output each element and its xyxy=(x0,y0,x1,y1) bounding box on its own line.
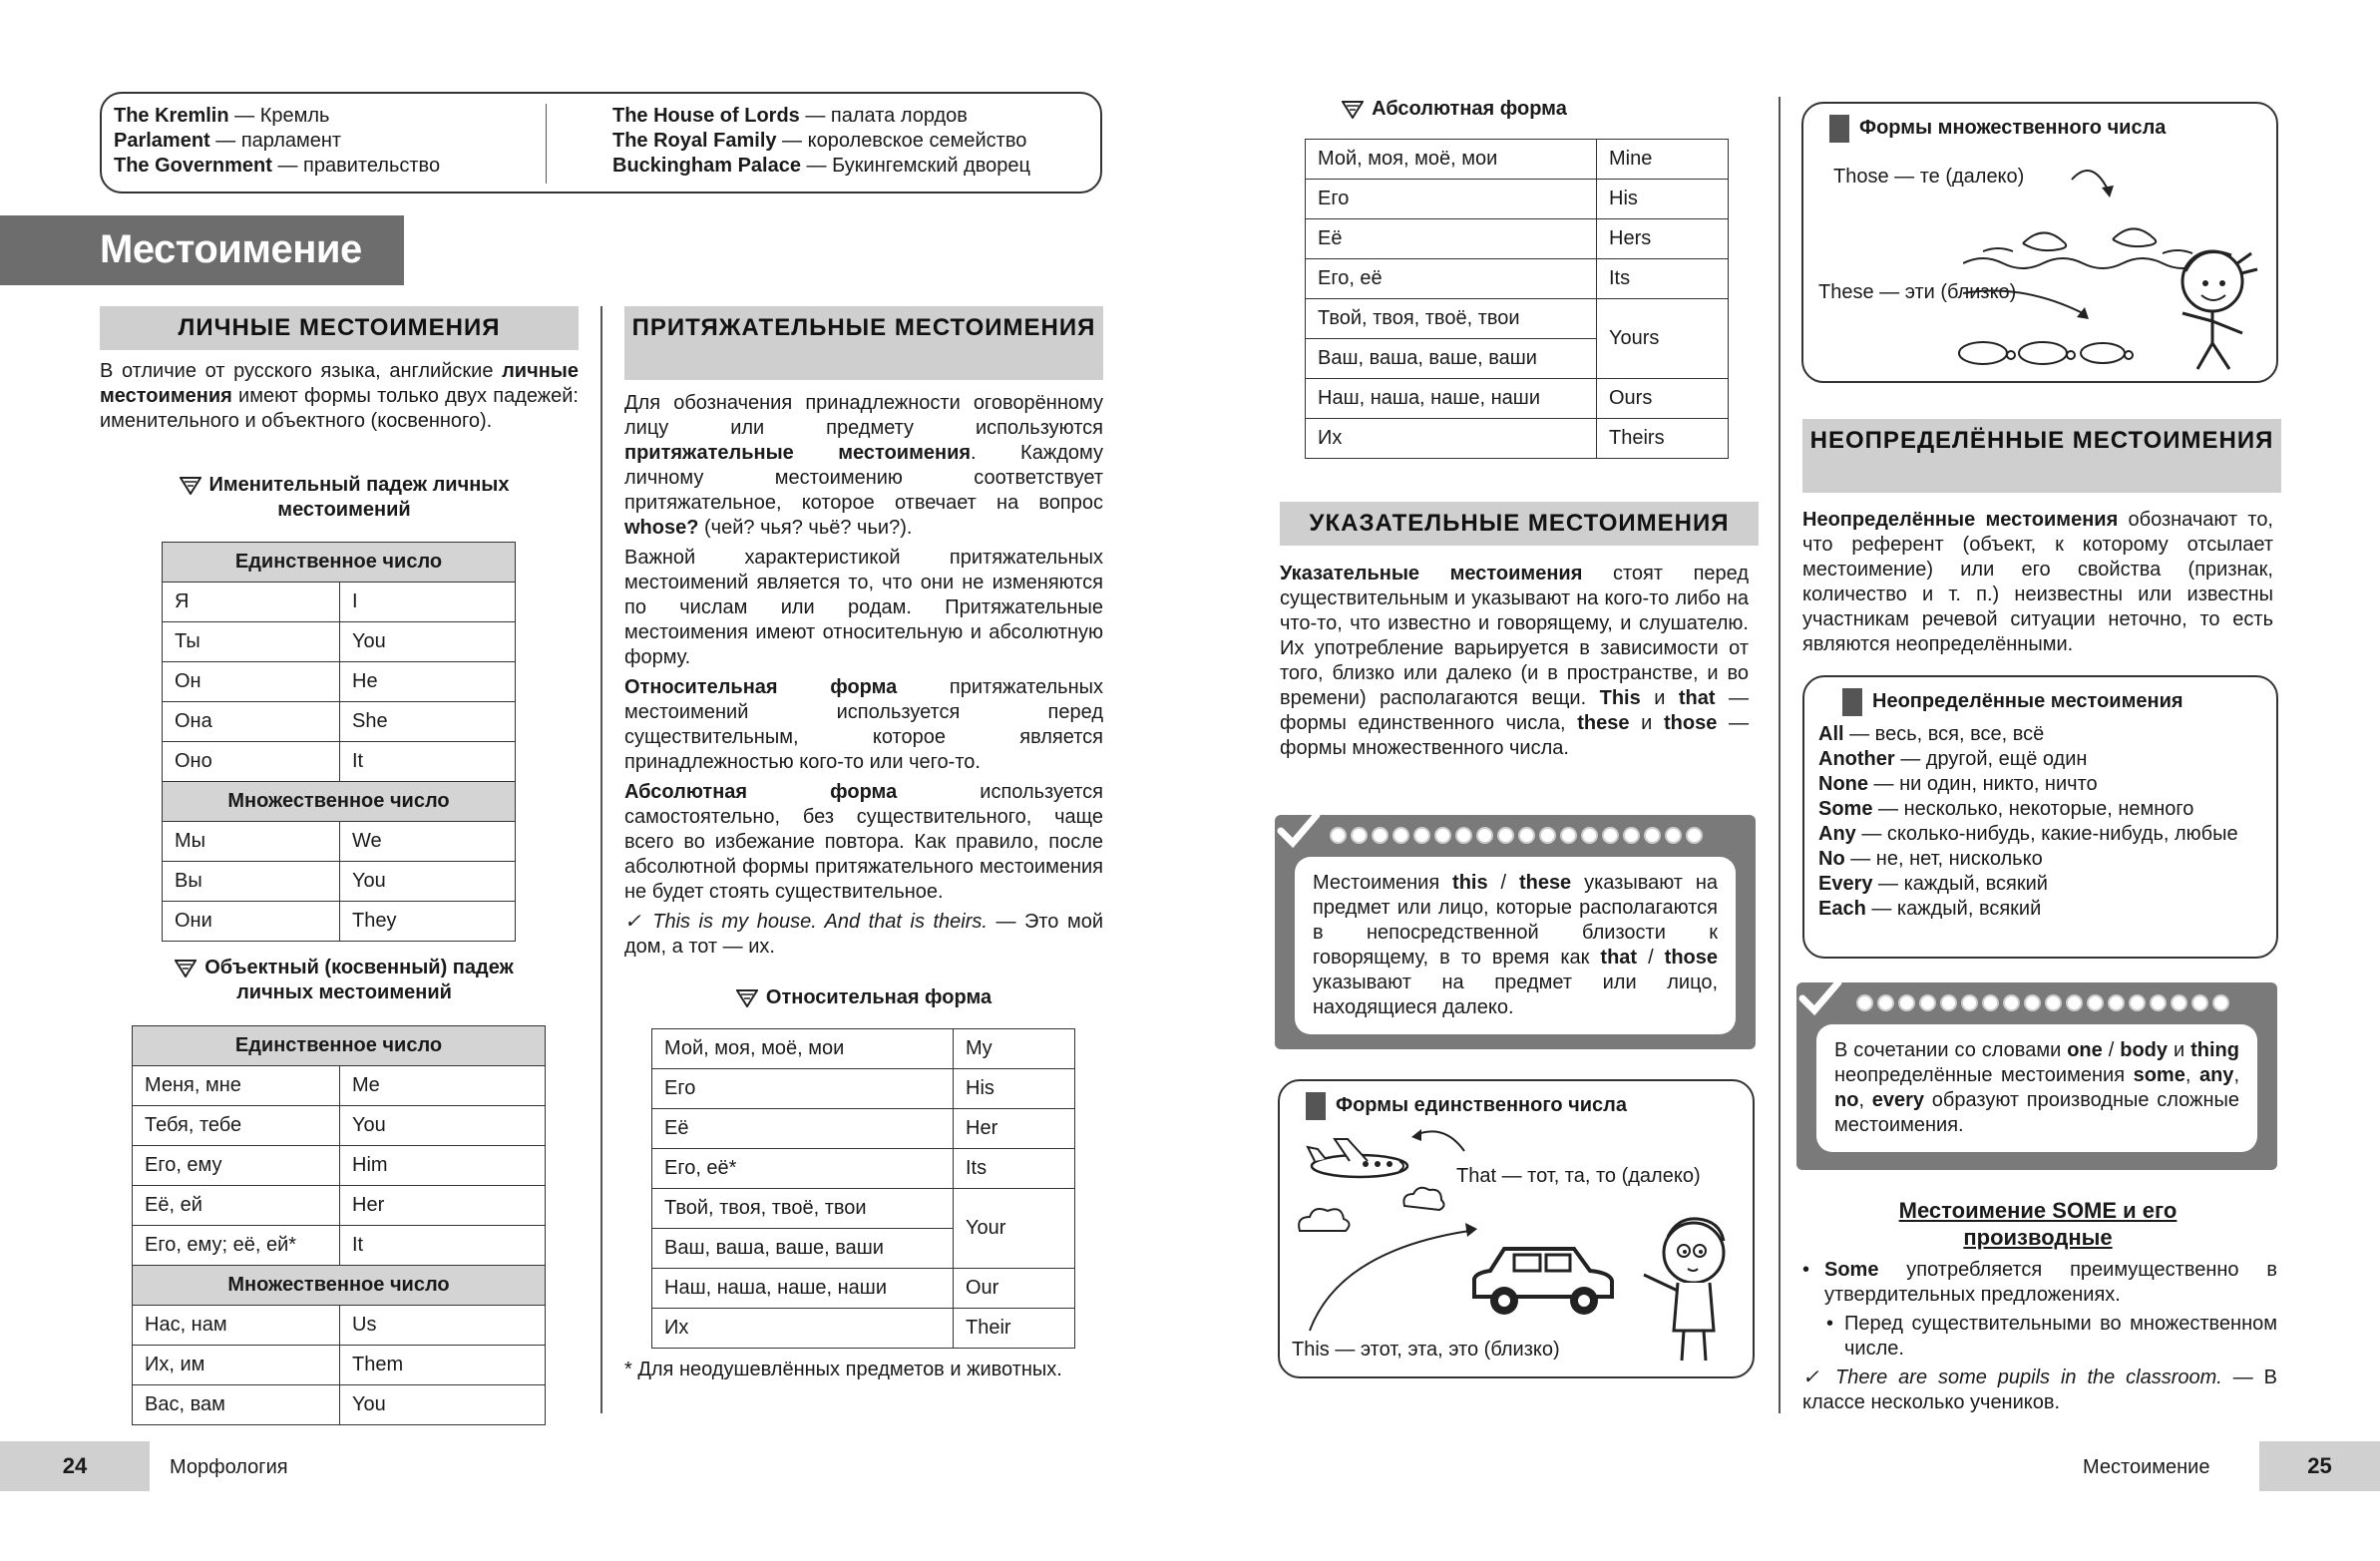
table-row: Я I xyxy=(163,583,516,622)
demonstrative-note: Местоимения this / these указывают на предмет или лицо, которые располагаются в непосредственной близости к говорящему, в то время как that / those указывают на предмет или лицо, находящиеся далеко. xyxy=(1295,857,1736,1034)
footnote: * Для неодушевлённых предметов и животных. xyxy=(624,1359,1062,1380)
this-label: This — этот, эта, это (близко) xyxy=(1292,1339,1560,1361)
table-row: Она She xyxy=(163,702,516,742)
paragraph: Для обозначения принадлежности оговорённому лицу или предмету используются притяжательные местоимения. Каждому личному местоимению соответствует притяжательное, которое отвечает на вопрос whose? (чей? чья? чьё? чьи?). xyxy=(624,392,1103,539)
list-item: Another — другой, ещё один xyxy=(1818,747,2088,770)
example: ✓ There are some pupils in the classroom. — В классе несколько учеников. xyxy=(1802,1366,2277,1413)
vocabulary-box xyxy=(100,92,1102,194)
bullet-icon: • xyxy=(1826,1313,1834,1335)
column-divider xyxy=(600,306,602,1413)
table-row: Наш, наша, наше, наши Our xyxy=(652,1269,1075,1309)
table-row: Вас, вам You xyxy=(133,1385,546,1425)
vocab-item: The House of Lords — палата лордов xyxy=(612,105,968,127)
list-item: Any — сколько-нибудь, какие-нибудь, любые xyxy=(1818,822,2238,845)
list-item: None — ни один, никто, ничто xyxy=(1818,772,2098,795)
table-row: Ваш, ваша, ваше, ваши xyxy=(652,1229,1075,1269)
indefinite-text: Неопределённые местоимения обозначают то, что референт (объект, к которому отсылает местоимение) или его свойства (признак, количество и т. п.) неизвестны или известны участникам речевой ситуации неточно, то есть являются неопределёнными. xyxy=(1802,509,2273,655)
section-label-left: Морфология xyxy=(170,1456,288,1478)
table-row: Их Their xyxy=(652,1309,1075,1349)
personal-intro: В отличие от русского языка, английские личные местоимения имеют формы только двух падежей: именительного и объектного (косвенного). xyxy=(100,360,579,432)
some-title: Местоимение SOME и его производные xyxy=(1898,1198,2178,1250)
table-row: Её, ей Her xyxy=(133,1186,546,1226)
nominative-table xyxy=(162,542,516,942)
turtles-illustration-icon xyxy=(1943,283,2163,373)
vocab-item: The Royal Family — королевское семейство xyxy=(612,130,1027,152)
girl-illustration-icon xyxy=(2168,243,2277,373)
that-label: That — тот, та, то (далеко) xyxy=(1456,1165,1701,1187)
singular-forms-box xyxy=(1278,1079,1755,1378)
table-row: Его His xyxy=(1306,180,1729,219)
table-row: Ваш, ваша, ваше, ваши xyxy=(1306,339,1729,379)
table-row: Ты You xyxy=(163,622,516,662)
table-row: Её Her xyxy=(652,1109,1075,1149)
indefinite-header: НЕОПРЕДЕЛЁННЫЕ МЕСТОИМЕНИЯ xyxy=(1802,419,2281,493)
table-header: Единственное число xyxy=(163,543,516,583)
table-row: Его His xyxy=(652,1069,1075,1109)
table-row: Мой, моя, моё, мои My xyxy=(652,1029,1075,1069)
table-row: Мы We xyxy=(163,822,516,862)
list-item: All — весь, вся, все, всё xyxy=(1818,722,2045,745)
personal-header: ЛИЧНЫЕ МЕСТОИМЕНИЯ xyxy=(100,306,579,350)
table-row: Их Theirs xyxy=(1306,419,1729,459)
plural-forms-box xyxy=(1801,102,2278,383)
indefinite-list-box xyxy=(1802,675,2278,959)
paragraph: Важной характеристикой притяжательных местоимений является то, что они не изменяются по числам или родам. Притяжательные местоимения имеют относительную и абсолютную форму. xyxy=(624,547,1103,668)
absolute-form-title: Абсолютная форма xyxy=(1280,97,1629,122)
table-row: Нас, нам Us xyxy=(133,1306,546,1346)
table-row: Их, им Them xyxy=(133,1346,546,1385)
square-marker-icon xyxy=(1829,115,1849,143)
table-header: Множественное число xyxy=(163,782,516,822)
table-row: Его, её* Its xyxy=(652,1149,1075,1189)
right-page xyxy=(1190,0,2380,1561)
triangle-marker-icon xyxy=(1342,101,1364,119)
those-label: Those — те (далеко) xyxy=(1833,166,2025,188)
table-row: Вы You xyxy=(163,862,516,902)
indefinite-list xyxy=(1818,722,2262,922)
triangle-marker-icon xyxy=(736,989,758,1007)
vocab-left-column xyxy=(114,104,440,179)
vocab-item: The Government — правительство xyxy=(114,155,441,177)
indefinite-list-title: Неопределённые местоимения xyxy=(1842,687,2262,716)
objective-title: Объектный (косвенный) падеж личных местоимений xyxy=(140,956,549,1005)
table-header: Множественное число xyxy=(133,1266,546,1306)
relative-form-title: Относительная форма xyxy=(624,985,1103,1010)
list-item: Each — каждый, всякий xyxy=(1818,897,2042,920)
table-row: Его, её Its xyxy=(1306,259,1729,299)
example: ✓ This is my house. And that is theirs. — Это мой дом, а тот — их. xyxy=(624,911,1103,958)
arrow-icon xyxy=(2068,164,2118,203)
page-number-right: 25 xyxy=(2259,1441,2380,1491)
demonstrative-header: УКАЗАТЕЛЬНЫЕ МЕСТОИМЕНИЯ xyxy=(1280,502,1759,546)
bullet-item: • Перед существительными во множественном числе. xyxy=(1826,1313,2277,1360)
table-row: Оно It xyxy=(163,742,516,782)
square-marker-icon xyxy=(1842,688,1862,716)
table-row: Его, ему Him xyxy=(133,1146,546,1186)
bullet-item: • Some употребляется преимущественно в утвердительных предложениях. xyxy=(1802,1259,2277,1306)
table-row: Твой, твоя, твоё, твои Yours xyxy=(1306,299,1729,339)
arrow-icon xyxy=(1409,1121,1469,1161)
vocab-item: Buckingham Palace — Букингемский дворец xyxy=(612,155,1031,177)
dots-decoration xyxy=(1330,827,1707,849)
table-row: Его, ему; её, ей* It xyxy=(133,1226,546,1266)
indefinite-note-box xyxy=(1796,982,2277,1170)
section-label-right: Местоимение xyxy=(2083,1456,2210,1478)
bullet-icon: • xyxy=(1802,1259,1810,1281)
objective-table xyxy=(132,1025,546,1425)
these-label: These — эти (близко) xyxy=(1818,281,2017,303)
paragraph: Относительная форма притяжательных местоимений используется перед существительным, которое является принадлежностью кого-то или чего-то. xyxy=(624,676,1103,773)
vocab-item: Parlament — парламент xyxy=(114,130,342,152)
table-row: Тебя, тебе You xyxy=(133,1106,546,1146)
table-row: Наш, наша, наше, наши Ours xyxy=(1306,379,1729,419)
list-item: No — не, нет, нисколько xyxy=(1818,847,2043,870)
page-number-left: 24 xyxy=(0,1441,150,1491)
table-row: Меня, мне Me xyxy=(133,1066,546,1106)
table-row: Твой, твоя, твоё, твои Your xyxy=(652,1189,1075,1229)
relative-form-table xyxy=(651,1028,1075,1349)
some-section xyxy=(1802,1258,2277,1415)
table-row: Мой, моя, моё, мои Mine xyxy=(1306,140,1729,180)
list-item: Every — каждый, всякий xyxy=(1818,872,2048,895)
checkmark-icon xyxy=(1796,976,1844,1020)
vocab-right-column xyxy=(612,104,1030,179)
vocab-divider xyxy=(546,104,547,184)
column-divider xyxy=(1779,97,1781,1413)
chapter-title: Местоимение xyxy=(0,215,404,285)
possessive-text xyxy=(624,391,1103,960)
nominative-title: Именительный падеж личных местоимений xyxy=(150,473,539,523)
possessive-header: ПРИТЯЖАТЕЛЬНЫЕ МЕСТОИМЕНИЯ xyxy=(624,306,1103,380)
table-row: Он He xyxy=(163,662,516,702)
square-marker-icon xyxy=(1306,1092,1326,1120)
indefinite-note: В сочетании со словами one / body и thing неопределённые местоимения some, any, no, every образуют производные сложные местоимения. xyxy=(1816,1024,2257,1152)
table-header: Единственное число xyxy=(133,1026,546,1066)
singular-forms-title: Формы единственного числа xyxy=(1306,1079,1627,1120)
absolute-form-table xyxy=(1305,139,1729,459)
demonstrative-note-box xyxy=(1275,815,1756,1049)
demonstrative-text: Указательные местоимения стоят перед существительным и указывают на кого-то либо на что-то, что известно и говорящему, и слушателю. Их употребление варьируется в зависимости от того, близко или далеко (и в пространстве, и во времени) располагаются вещи. This и that — формы единственного числа, these и those — формы множественного числа. xyxy=(1280,563,1750,759)
plural-forms-title: Формы множественного числа xyxy=(1829,102,2166,143)
table-row: Её Hers xyxy=(1306,219,1729,259)
triangle-marker-icon xyxy=(180,477,201,495)
paragraph: Абсолютная форма используется самостоятельно, без существительного, чаще всего во избежание повтора. Как правило, после абсолютной формы притяжательного местоимения не будет стоять существительное. xyxy=(624,781,1103,903)
triangle-marker-icon xyxy=(175,960,197,977)
boy-illustration-icon xyxy=(1634,1211,1754,1370)
list-item: Some — несколько, некоторые, немного xyxy=(1818,797,2194,820)
car-illustration-icon xyxy=(1464,1241,1624,1331)
checkmark-icon xyxy=(1275,809,1323,853)
dots-decoration xyxy=(1856,994,2233,1016)
table-row: Они They xyxy=(163,902,516,942)
vocab-item: The Kremlin — Кремль xyxy=(114,105,330,127)
